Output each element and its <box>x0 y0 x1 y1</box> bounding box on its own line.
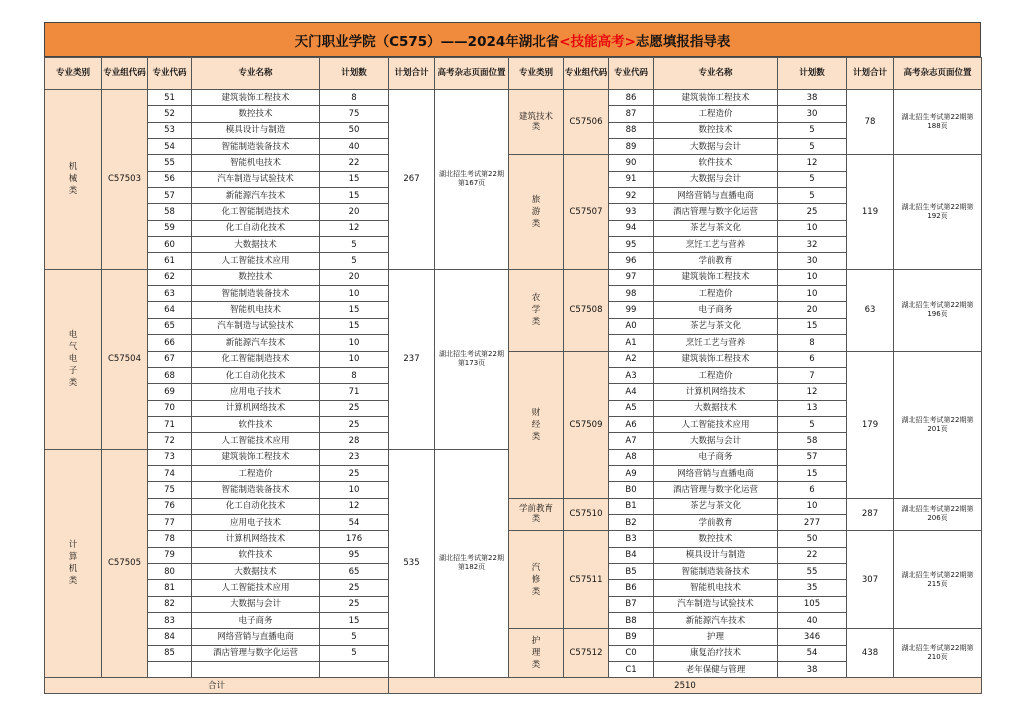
major-code-cell: A7 <box>609 433 654 449</box>
category-cell: 农学类 <box>509 269 564 351</box>
category-cell: 财经类 <box>509 351 564 498</box>
table-row <box>45 155 982 171</box>
major-name-cell: 新能源汽车技术 <box>192 335 320 351</box>
plan-cell: 15 <box>778 318 847 334</box>
table-body <box>45 90 982 678</box>
major-name-cell: 软件技术 <box>192 547 320 563</box>
table-row <box>45 531 982 547</box>
plan-cell: 40 <box>778 613 847 629</box>
major-code-cell: A1 <box>609 335 654 351</box>
major-name-cell: 酒店管理与数字化运营 <box>654 204 778 220</box>
major-name-cell: 化工自动化技术 <box>192 498 320 514</box>
plan-cell: 346 <box>778 629 847 645</box>
major-code-cell: 92 <box>609 188 654 204</box>
major-name-cell: 人工智能技术应用 <box>192 433 320 449</box>
plan-cell: 12 <box>320 220 389 236</box>
major-code-cell: B1 <box>609 498 654 514</box>
magazine-cell: 湖北招生考试第22期第188页 <box>894 90 982 155</box>
header-plan-total: 计划合计 <box>389 58 435 90</box>
empty-cell <box>148 662 192 678</box>
group-code-cell: C57505 <box>102 449 148 678</box>
major-name-cell: 建筑装饰工程技术 <box>654 90 778 106</box>
plan-cell: 5 <box>320 253 389 269</box>
major-name-cell: 化工智能制造技术 <box>192 351 320 367</box>
major-name-cell: 工程造价 <box>654 367 778 383</box>
table-row <box>45 629 982 645</box>
major-name-cell: 化工自动化技术 <box>192 220 320 236</box>
major-code-cell: 83 <box>148 613 192 629</box>
plan-total-cell: 535 <box>389 449 435 678</box>
major-name-cell: 软件技术 <box>654 155 778 171</box>
major-code-cell: 94 <box>609 220 654 236</box>
plan-cell: 12 <box>778 384 847 400</box>
major-name-cell: 茶艺与茶文化 <box>654 498 778 514</box>
major-code-cell: 53 <box>148 122 192 138</box>
major-code-cell: 56 <box>148 171 192 187</box>
category-cell: 机械类 <box>45 90 102 270</box>
major-code-cell: 61 <box>148 253 192 269</box>
header-group-code: 专业组代码 <box>564 58 609 90</box>
magazine-cell: 湖北招生考试第22期第167页 <box>435 90 509 270</box>
plan-cell: 25 <box>320 400 389 416</box>
major-code-cell: 87 <box>609 106 654 122</box>
major-name-cell: 网络营销与直播电商 <box>654 188 778 204</box>
group-code-cell: C57507 <box>564 155 609 269</box>
title-suffix: 志愿填报指导表 <box>635 33 731 50</box>
magazine-cell: 湖北招生考试第22期第210页 <box>894 629 982 678</box>
major-name-cell: 酒店管理与数字化运营 <box>654 482 778 498</box>
plan-cell: 57 <box>778 449 847 465</box>
major-code-cell: 62 <box>148 269 192 285</box>
major-name-cell: 计算机网络技术 <box>654 384 778 400</box>
plan-cell: 5 <box>778 416 847 432</box>
major-name-cell: 智能机电技术 <box>192 302 320 318</box>
plan-cell: 5 <box>320 645 389 661</box>
major-name-cell: 学前教育 <box>654 514 778 530</box>
group-code-cell: C57511 <box>564 531 609 629</box>
category-cell: 汽修类 <box>509 531 564 629</box>
plan-cell: 23 <box>320 449 389 465</box>
major-code-cell: B3 <box>609 531 654 547</box>
major-name-cell: 化工智能制造技术 <box>192 204 320 220</box>
plan-cell: 10 <box>320 335 389 351</box>
plan-total-cell: 438 <box>847 629 894 678</box>
group-code-cell: C57503 <box>102 90 148 270</box>
major-name-cell: 大数据与会计 <box>654 171 778 187</box>
plan-cell: 10 <box>778 498 847 514</box>
major-name-cell: 大数据与会计 <box>654 433 778 449</box>
category-cell: 电气电子类 <box>45 269 102 449</box>
plan-cell: 105 <box>778 596 847 612</box>
major-name-cell: 汽车制造与试验技术 <box>654 596 778 612</box>
major-code-cell: 73 <box>148 449 192 465</box>
plan-cell: 10 <box>778 220 847 236</box>
major-code-cell: 69 <box>148 384 192 400</box>
major-name-cell: 人工智能技术应用 <box>192 580 320 596</box>
plan-cell: 176 <box>320 531 389 547</box>
major-name-cell: 汽车制造与试验技术 <box>192 318 320 334</box>
major-code-cell: 66 <box>148 335 192 351</box>
magazine-cell: 湖北招生考试第22期第173页 <box>435 269 509 449</box>
plan-cell: 277 <box>778 514 847 530</box>
major-code-cell: B9 <box>609 629 654 645</box>
major-code-cell: 68 <box>148 367 192 383</box>
major-name-cell: 康复治疗技术 <box>654 645 778 661</box>
plan-cell: 15 <box>320 188 389 204</box>
plan-total-cell: 78 <box>847 90 894 155</box>
plan-cell: 54 <box>778 645 847 661</box>
major-code-cell: 70 <box>148 400 192 416</box>
plan-cell: 12 <box>320 498 389 514</box>
major-code-cell: B0 <box>609 482 654 498</box>
page-title <box>44 22 981 57</box>
major-name-cell: 数控技术 <box>192 106 320 122</box>
guide-table <box>44 57 982 694</box>
major-name-cell: 智能制造装备技术 <box>192 482 320 498</box>
major-name-cell: 茶艺与茶文化 <box>654 220 778 236</box>
major-code-cell: A8 <box>609 449 654 465</box>
plan-cell: 15 <box>320 613 389 629</box>
major-code-cell: 76 <box>148 498 192 514</box>
major-name-cell: 茶艺与茶文化 <box>654 318 778 334</box>
major-code-cell: 82 <box>148 596 192 612</box>
plan-cell: 15 <box>320 318 389 334</box>
major-code-cell: 51 <box>148 90 192 106</box>
major-code-cell: 97 <box>609 269 654 285</box>
major-code-cell: 55 <box>148 155 192 171</box>
major-code-cell: 54 <box>148 139 192 155</box>
plan-cell: 28 <box>320 433 389 449</box>
major-name-cell: 汽车制造与试验技术 <box>192 171 320 187</box>
major-code-cell: A3 <box>609 367 654 383</box>
footer-total: 2510 <box>389 678 982 694</box>
plan-cell: 22 <box>778 547 847 563</box>
major-code-cell: 99 <box>609 302 654 318</box>
plan-total-cell: 63 <box>847 269 894 351</box>
title-prefix: 天门职业学院（C575）——2024年湖北省 <box>294 33 560 50</box>
plan-cell: 20 <box>778 302 847 318</box>
major-name-cell: 智能制造装备技术 <box>654 563 778 579</box>
major-name-cell: 模具设计与制造 <box>192 122 320 138</box>
major-code-cell: A4 <box>609 384 654 400</box>
group-code-cell: C57508 <box>564 269 609 351</box>
major-name-cell: 建筑装饰工程技术 <box>192 449 320 465</box>
plan-cell: 5 <box>778 188 847 204</box>
header-category: 专业类别 <box>509 58 564 90</box>
major-name-cell: 电子商务 <box>192 613 320 629</box>
major-code-cell: B6 <box>609 580 654 596</box>
group-code-cell: C57506 <box>564 90 609 155</box>
header-major-name: 专业名称 <box>654 58 778 90</box>
magazine-cell: 湖北招生考试第22期第196页 <box>894 269 982 351</box>
major-name-cell: 学前教育 <box>654 253 778 269</box>
major-name-cell: 酒店管理与数字化运营 <box>192 645 320 661</box>
header-magazine: 高考杂志页面位置 <box>894 58 982 90</box>
major-code-cell: 58 <box>148 204 192 220</box>
plan-cell: 50 <box>320 122 389 138</box>
header-group-code: 专业组代码 <box>102 58 148 90</box>
plan-cell: 75 <box>320 106 389 122</box>
plan-total-cell: 237 <box>389 269 435 449</box>
major-name-cell: 智能机电技术 <box>654 580 778 596</box>
plan-cell: 8 <box>778 335 847 351</box>
plan-total-cell: 287 <box>847 498 894 531</box>
plan-cell: 20 <box>320 204 389 220</box>
major-code-cell: 52 <box>148 106 192 122</box>
major-code-cell: 64 <box>148 302 192 318</box>
major-code-cell: 98 <box>609 286 654 302</box>
empty-cell <box>192 662 320 678</box>
group-code-cell: C57510 <box>564 498 609 531</box>
major-name-cell: 大数据与会计 <box>192 596 320 612</box>
plan-cell: 25 <box>320 465 389 481</box>
plan-cell: 22 <box>320 155 389 171</box>
major-code-cell: 75 <box>148 482 192 498</box>
major-code-cell: 81 <box>148 580 192 596</box>
major-code-cell: 86 <box>609 90 654 106</box>
table-row <box>45 351 982 367</box>
plan-total-cell: 267 <box>389 90 435 270</box>
major-name-cell: 智能制造装备技术 <box>192 139 320 155</box>
plan-cell: 25 <box>778 204 847 220</box>
major-name-cell: 建筑装饰工程技术 <box>192 90 320 106</box>
major-code-cell: 80 <box>148 563 192 579</box>
major-name-cell: 工程造价 <box>654 286 778 302</box>
plan-cell: 58 <box>778 433 847 449</box>
major-code-cell: 91 <box>609 171 654 187</box>
magazine-cell: 湖北招生考试第22期第182页 <box>435 449 509 678</box>
major-code-cell: 60 <box>148 237 192 253</box>
major-name-cell: 应用电子技术 <box>192 514 320 530</box>
plan-cell: 8 <box>320 367 389 383</box>
major-code-cell: C0 <box>609 645 654 661</box>
major-name-cell: 新能源汽车技术 <box>654 613 778 629</box>
major-code-cell: 71 <box>148 416 192 432</box>
major-code-cell: 59 <box>148 220 192 236</box>
footer-row <box>45 678 982 694</box>
major-code-cell: 95 <box>609 237 654 253</box>
major-name-cell: 大数据技术 <box>192 237 320 253</box>
major-name-cell: 电子商务 <box>654 449 778 465</box>
magazine-cell: 湖北招生考试第22期第201页 <box>894 351 982 498</box>
plan-cell: 5 <box>320 237 389 253</box>
major-code-cell: 84 <box>148 629 192 645</box>
major-name-cell: 烹饪工艺与营养 <box>654 335 778 351</box>
major-code-cell: 57 <box>148 188 192 204</box>
major-name-cell: 电子商务 <box>654 302 778 318</box>
plan-cell: 8 <box>320 90 389 106</box>
header-major-code: 专业代码 <box>609 58 654 90</box>
category-cell: 计算机类 <box>45 449 102 678</box>
plan-cell: 40 <box>320 139 389 155</box>
major-name-cell: 建筑装饰工程技术 <box>654 351 778 367</box>
title-highlight: <技能高考> <box>559 33 636 50</box>
major-name-cell: 大数据与会计 <box>654 139 778 155</box>
major-code-cell: 90 <box>609 155 654 171</box>
major-code-cell: B2 <box>609 514 654 530</box>
major-name-cell: 大数据技术 <box>192 563 320 579</box>
table-row <box>45 269 982 285</box>
major-code-cell: 89 <box>609 139 654 155</box>
major-code-cell: 77 <box>148 514 192 530</box>
major-code-cell: A6 <box>609 416 654 432</box>
category-cell: 学前教育类 <box>509 498 564 531</box>
major-code-cell: 67 <box>148 351 192 367</box>
major-code-cell: A2 <box>609 351 654 367</box>
major-code-cell: 72 <box>148 433 192 449</box>
major-code-cell: 96 <box>609 253 654 269</box>
plan-cell: 6 <box>778 351 847 367</box>
major-name-cell: 大数据技术 <box>654 400 778 416</box>
plan-cell: 10 <box>320 351 389 367</box>
plan-cell: 10 <box>320 482 389 498</box>
magazine-cell: 湖北招生考试第22期第192页 <box>894 155 982 269</box>
header-plan-total: 计划合计 <box>847 58 894 90</box>
plan-cell: 20 <box>320 269 389 285</box>
major-name-cell: 智能制造装备技术 <box>192 286 320 302</box>
major-code-cell: A0 <box>609 318 654 334</box>
major-name-cell: 应用电子技术 <box>192 384 320 400</box>
plan-cell: 12 <box>778 155 847 171</box>
major-code-cell: 63 <box>148 286 192 302</box>
header-category: 专业类别 <box>45 58 102 90</box>
major-name-cell: 智能机电技术 <box>192 155 320 171</box>
major-code-cell: B7 <box>609 596 654 612</box>
plan-total-cell: 307 <box>847 531 894 629</box>
plan-cell: 15 <box>320 302 389 318</box>
header-major-name: 专业名称 <box>192 58 320 90</box>
plan-total-cell: 119 <box>847 155 894 269</box>
table-row <box>45 498 982 514</box>
major-name-cell: 软件技术 <box>192 416 320 432</box>
table-row <box>45 90 982 106</box>
major-code-cell: C1 <box>609 662 654 678</box>
major-code-cell: A9 <box>609 465 654 481</box>
major-code-cell: B5 <box>609 563 654 579</box>
group-code-cell: C57504 <box>102 269 148 449</box>
major-name-cell: 数控技术 <box>654 122 778 138</box>
plan-cell: 10 <box>778 269 847 285</box>
header-row <box>45 58 982 90</box>
major-name-cell: 网络营销与直播电商 <box>192 629 320 645</box>
major-name-cell: 化工自动化技术 <box>192 367 320 383</box>
major-code-cell: B8 <box>609 613 654 629</box>
plan-cell: 54 <box>320 514 389 530</box>
plan-cell: 95 <box>320 547 389 563</box>
major-name-cell: 数控技术 <box>654 531 778 547</box>
major-code-cell: 88 <box>609 122 654 138</box>
plan-cell: 10 <box>320 286 389 302</box>
major-code-cell: 85 <box>148 645 192 661</box>
plan-cell: 35 <box>778 580 847 596</box>
major-name-cell: 数控技术 <box>192 269 320 285</box>
major-name-cell: 计算机网络技术 <box>192 531 320 547</box>
major-name-cell: 人工智能技术应用 <box>654 416 778 432</box>
plan-cell: 15 <box>320 171 389 187</box>
major-code-cell: B4 <box>609 547 654 563</box>
plan-cell: 25 <box>320 596 389 612</box>
major-code-cell: 93 <box>609 204 654 220</box>
plan-cell: 15 <box>778 465 847 481</box>
footer-label: 合计 <box>45 678 389 694</box>
plan-cell: 5 <box>778 139 847 155</box>
category-cell: 护理类 <box>509 629 564 678</box>
major-name-cell: 工程造价 <box>192 465 320 481</box>
header-magazine: 高考杂志页面位置 <box>435 58 509 90</box>
plan-cell: 25 <box>320 580 389 596</box>
header-plan: 计划数 <box>320 58 389 90</box>
group-code-cell: C57512 <box>564 629 609 678</box>
major-name-cell: 工程造价 <box>654 106 778 122</box>
group-code-cell: C57509 <box>564 351 609 498</box>
magazine-cell: 湖北招生考试第22期第206页 <box>894 498 982 531</box>
major-name-cell: 新能源汽车技术 <box>192 188 320 204</box>
category-cell: 建筑技术类 <box>509 90 564 155</box>
major-code-cell: 65 <box>148 318 192 334</box>
plan-cell: 38 <box>778 662 847 678</box>
plan-cell: 6 <box>778 482 847 498</box>
plan-cell: 65 <box>320 563 389 579</box>
major-name-cell: 计算机网络技术 <box>192 400 320 416</box>
plan-cell: 25 <box>320 416 389 432</box>
plan-cell: 13 <box>778 400 847 416</box>
major-code-cell: 78 <box>148 531 192 547</box>
plan-cell: 5 <box>778 122 847 138</box>
plan-total-cell: 179 <box>847 351 894 498</box>
empty-cell <box>320 662 389 678</box>
major-code-cell: A5 <box>609 400 654 416</box>
plan-cell: 30 <box>778 253 847 269</box>
category-cell: 旅游类 <box>509 155 564 269</box>
major-code-cell: 79 <box>148 547 192 563</box>
plan-cell: 7 <box>778 367 847 383</box>
major-name-cell: 建筑装饰工程技术 <box>654 269 778 285</box>
major-name-cell: 老年保健与管理 <box>654 662 778 678</box>
major-name-cell: 烹饪工艺与营养 <box>654 237 778 253</box>
plan-cell: 5 <box>320 629 389 645</box>
plan-cell: 50 <box>778 531 847 547</box>
plan-cell: 5 <box>778 171 847 187</box>
major-name-cell: 护理 <box>654 629 778 645</box>
plan-cell: 71 <box>320 384 389 400</box>
header-plan: 计划数 <box>778 58 847 90</box>
major-name-cell: 模具设计与制造 <box>654 547 778 563</box>
plan-cell: 32 <box>778 237 847 253</box>
plan-cell: 30 <box>778 106 847 122</box>
plan-cell: 10 <box>778 286 847 302</box>
major-name-cell: 人工智能技术应用 <box>192 253 320 269</box>
plan-cell: 38 <box>778 90 847 106</box>
major-name-cell: 网络营销与直播电商 <box>654 465 778 481</box>
major-code-cell: 74 <box>148 465 192 481</box>
plan-cell: 55 <box>778 563 847 579</box>
header-major-code: 专业代码 <box>148 58 192 90</box>
magazine-cell: 湖北招生考试第22期第215页 <box>894 531 982 629</box>
guide-sheet <box>44 22 981 694</box>
